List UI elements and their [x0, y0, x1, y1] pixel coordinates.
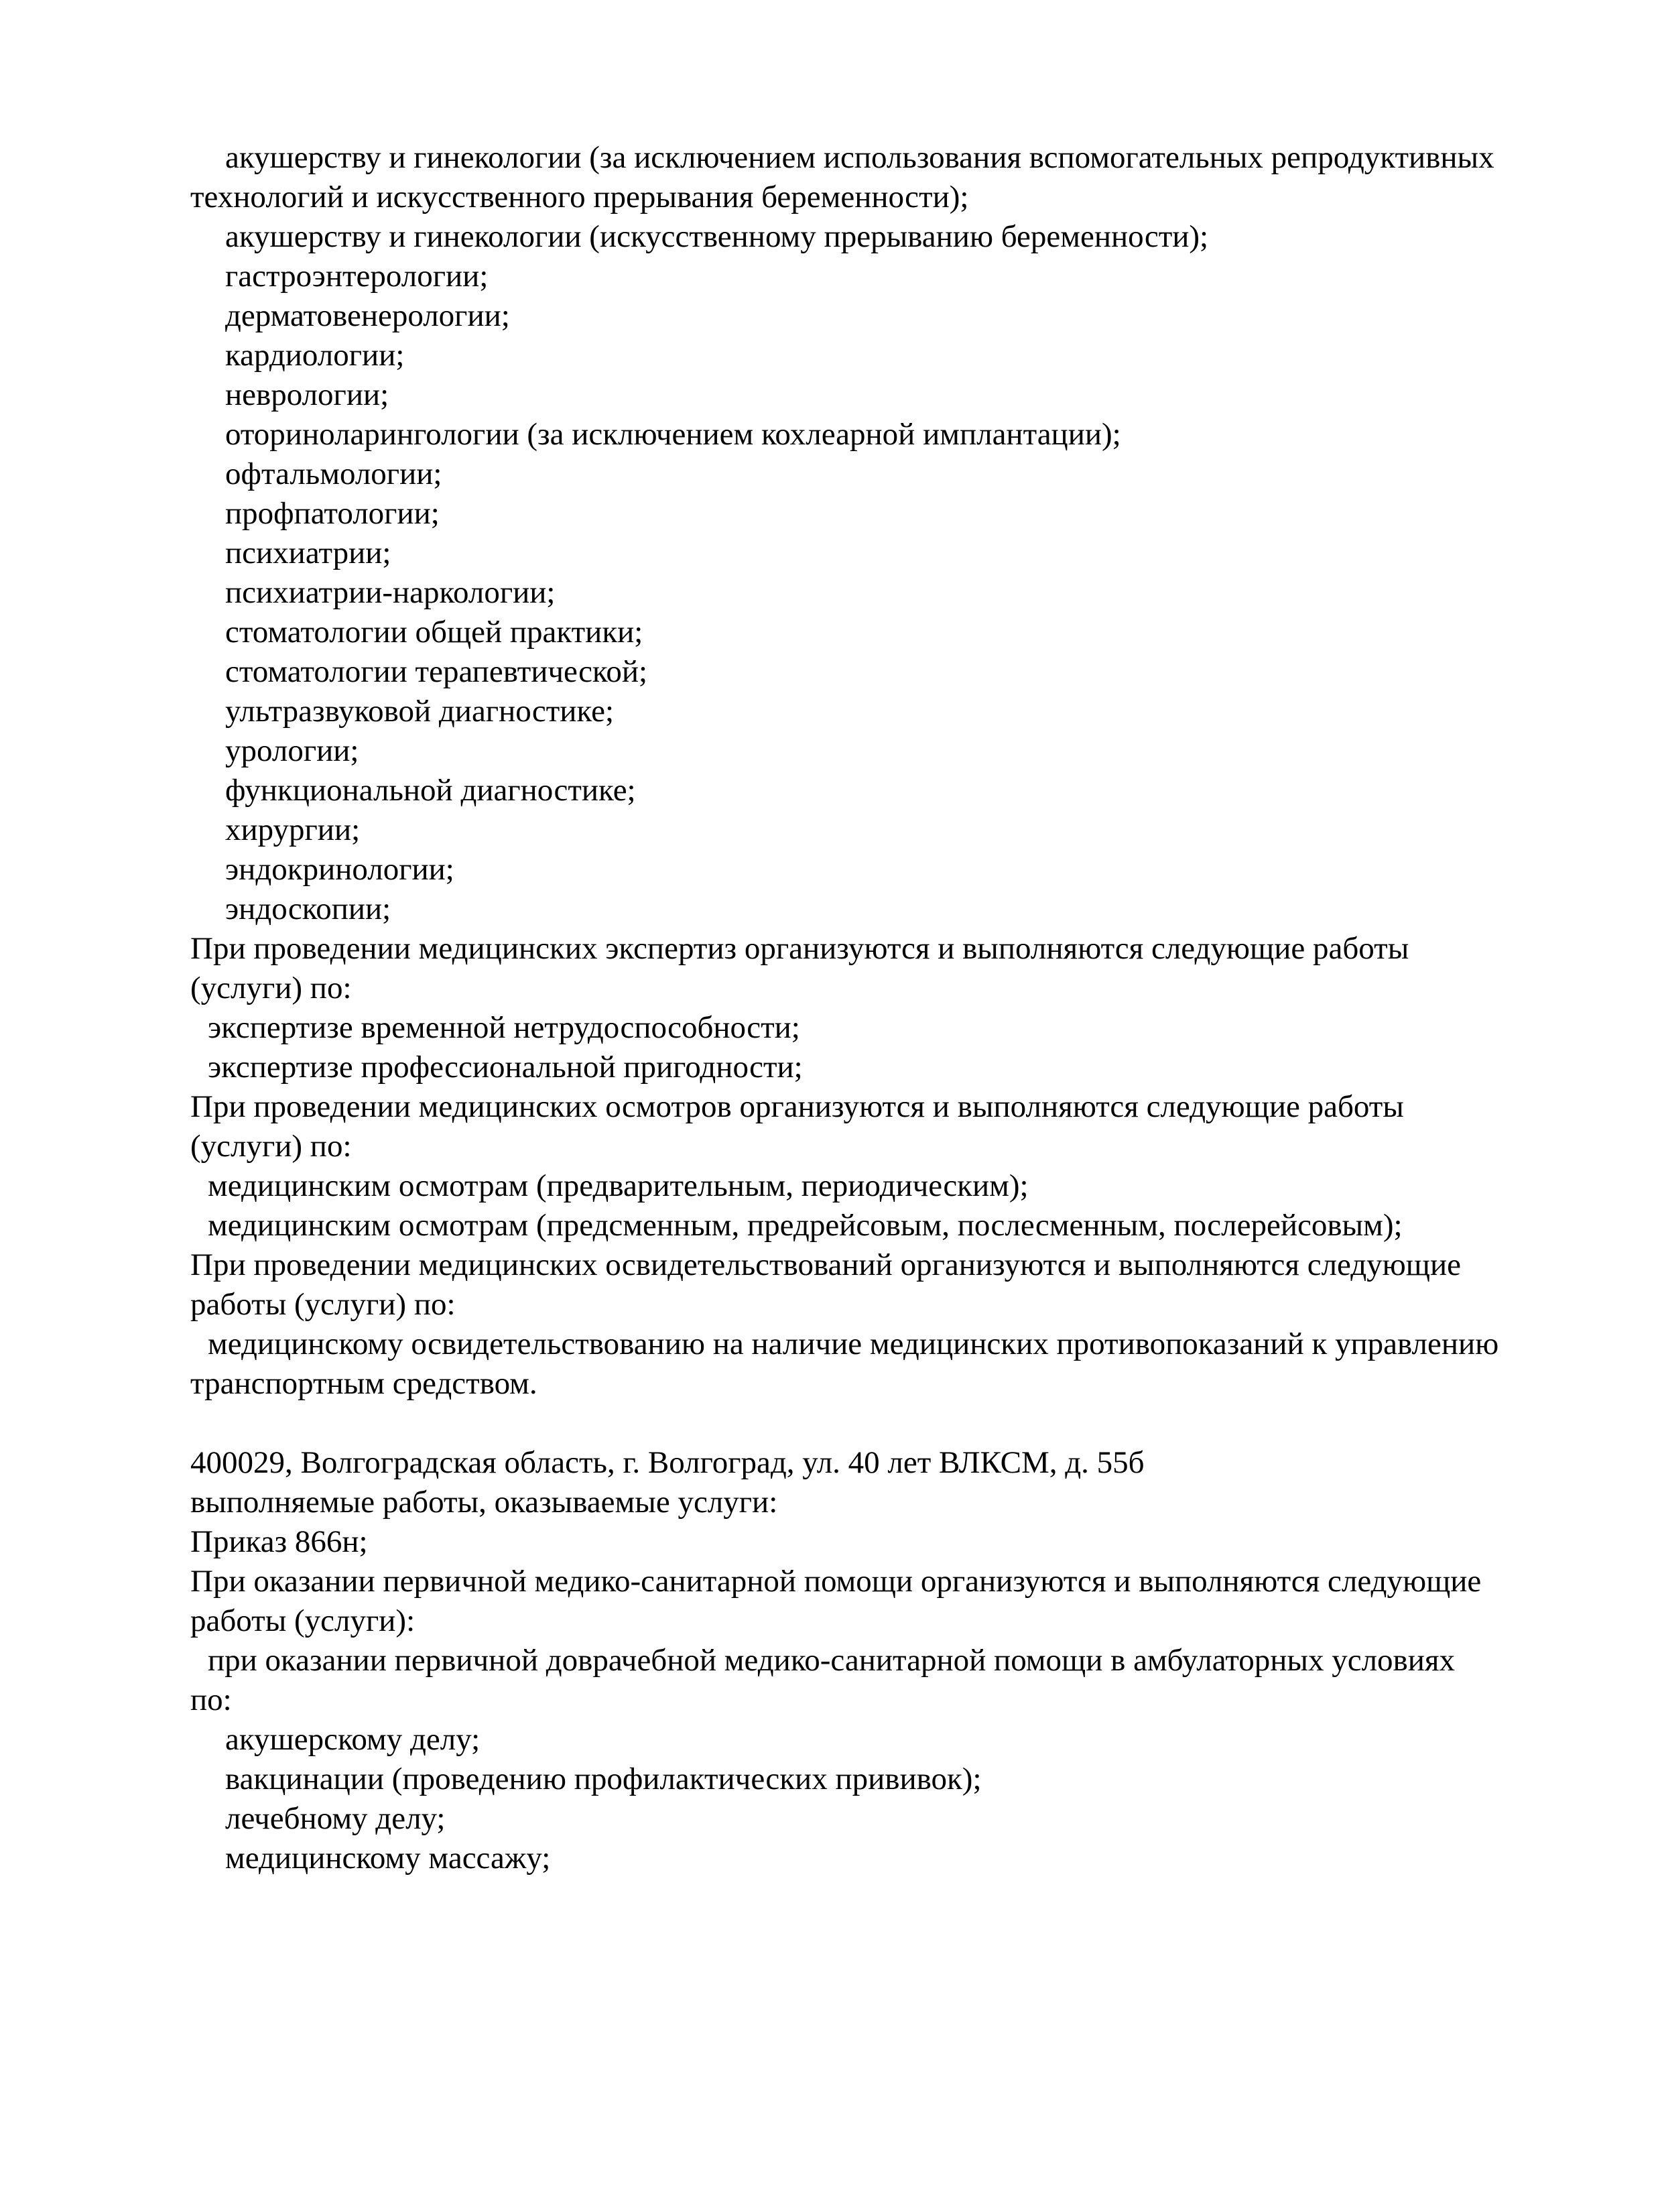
list-item: ультразвуковой диагностике; — [225, 694, 615, 729]
section-heading: При проведении медицинских освидетельствований организуются и выполняются следующие — [190, 1247, 1461, 1282]
list-item: оториноларингологии (за исключением кохлеарной имплантации); — [225, 417, 1121, 452]
list-item: психиатрии; — [225, 536, 391, 570]
list-item: функциональной диагностике; — [225, 773, 636, 808]
section-heading-continuation: (услуги) по: — [190, 971, 352, 1005]
address: 400029, Волгоградская область, г. Волгоград, ул. 40 лет ВЛКСМ, д. 55б — [190, 1445, 1145, 1480]
list-item: психиатрии-наркологии; — [225, 575, 556, 610]
list-item: дерматовенерологии; — [225, 298, 510, 333]
list-item-continuation: технологий и искусственного прерывания беременности); — [190, 180, 969, 214]
list-item: хирургии; — [225, 812, 361, 847]
list-item: акушерству и гинекологии (искусственному прерыванию беременности); — [225, 219, 1209, 254]
subsection-heading-continuation: по: — [190, 1682, 232, 1717]
section-heading-continuation: работы (услуги): — [190, 1603, 416, 1638]
document-page — [190, 138, 1544, 1878]
list-item: экспертизе временной нетрудоспособности; — [208, 1010, 800, 1045]
list-item: акушерскому делу; — [225, 1722, 481, 1757]
list-item: кардиологии; — [225, 338, 405, 373]
order-reference: Приказ 866н; — [190, 1524, 368, 1559]
paragraph-gap — [190, 1404, 1544, 1443]
works-label: выполняемые работы, оказываемые услуги: — [190, 1485, 778, 1520]
list-item: офтальмологии; — [225, 456, 442, 491]
list-item: эндоскопии; — [225, 892, 391, 926]
list-item: акушерству и гинекологии (за исключением использования вспомогательных репродуктивных — [225, 140, 1494, 175]
list-item: медицинскому освидетельствованию на наличие медицинских противопоказаний к управлению — [208, 1327, 1499, 1361]
section-heading: При проведении медицинских осмотров организуются и выполняются следующие работы — [190, 1089, 1404, 1124]
list-item: гастроэнтерологии; — [225, 259, 489, 294]
list-item: стоматологии общей практики; — [225, 615, 643, 650]
list-item: вакцинации (проведению профилактических прививок); — [225, 1762, 982, 1796]
list-item: урологии; — [225, 733, 359, 768]
list-item: медицинскому массажу; — [225, 1841, 551, 1876]
list-item: медицинским осмотрам (предварительным, периодическим); — [208, 1168, 1029, 1203]
list-item: стоматологии терапевтической; — [225, 654, 648, 689]
section-heading-continuation: работы (услуги) по: — [190, 1287, 456, 1322]
section-heading: При проведении медицинских экспертиз организуются и выполняются следующие работы — [190, 931, 1409, 966]
list-item: эндокринологии; — [225, 852, 454, 887]
list-item: неврологии; — [225, 377, 389, 412]
list-item: лечебному делу; — [225, 1801, 446, 1836]
section-heading: При оказании первичной медико-санитарной помощи организуются и выполняются следующие — [190, 1564, 1482, 1599]
list-item-continuation: транспортным средством. — [190, 1366, 537, 1401]
list-item: профпатологии; — [225, 496, 440, 531]
list-item: медицинским осмотрам (предсменным, предрейсовым, послесменным, послерейсовым); — [208, 1208, 1403, 1243]
section-heading-continuation: (услуги) по: — [190, 1129, 352, 1164]
subsection-heading: при оказании первичной доврачебной медико-санитарной помощи в амбулаторных условиях — [208, 1643, 1456, 1678]
list-item: экспертизе профессиональной пригодности; — [208, 1050, 803, 1085]
